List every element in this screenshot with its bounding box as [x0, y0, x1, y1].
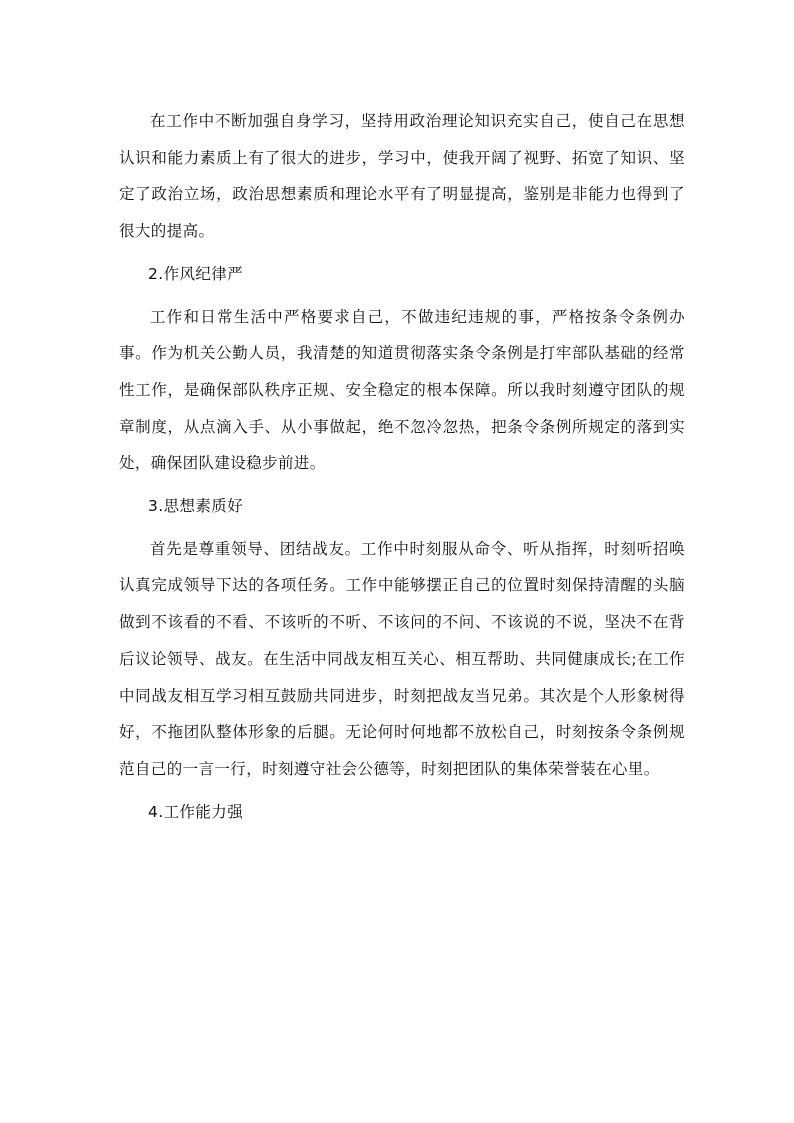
document-body — [119, 103, 685, 830]
heading-discipline: 2.作风纪律严 — [148, 264, 244, 283]
paragraph-study: 在工作中不断加强自身学习，坚持用政治理论知识充实自己，使自己在思想认识和能力素质上有了很大的进步，学习中，使我开阔了视野、拓宽了知识、坚定了政治立场，政治思想素质和理论水平有了明显提高，鉴别是非能力也得到了很大的提高。 — [119, 112, 685, 241]
paragraph-ideology: 首先是尊重领导、团结战友。工作中时刻服从命令、听从指挥，时刻听招唤认真完成领导下达的各项任务。工作中能够摆正自己的位置时刻保持清醒的头脑做到不该看的不看、不该听的不听、不该问的不问、不该说的不说，坚决不在背后议论领导、战友。在生活中同战友相互关心、相互帮助、共同健康成长;在工作中同战友相互学习相互鼓励共同进步，时刻把战友当兄弟。其次是个人形象树得好，不拖团队整体形象的后腿。无论何时何地都不放松自己，时刻按条令条例规范自己的一言一行，时刻遵守社会公德等，时刻把团队的集体荣誉装在心里。 — [119, 539, 685, 778]
paragraph-discipline: 工作和日常生活中严格要求自己，不做违纪违规的事，严格按条令条例办事。作为机关公勤人员，我清楚的知道贯彻落实条令条例是打牢部队基础的经常性工作，是确保部队秩序正规、安全稳定的根本保障。所以我时刻遵守团队的规章制度，从点滴入手、从小事做起，绝不忽冷忽热，把条令条例所规定的落到实处，确保团队建设稳步前进。 — [119, 307, 685, 473]
heading-ideology: 3.思想素质好 — [148, 497, 244, 516]
heading-ability: 4.工作能力强 — [148, 802, 244, 821]
